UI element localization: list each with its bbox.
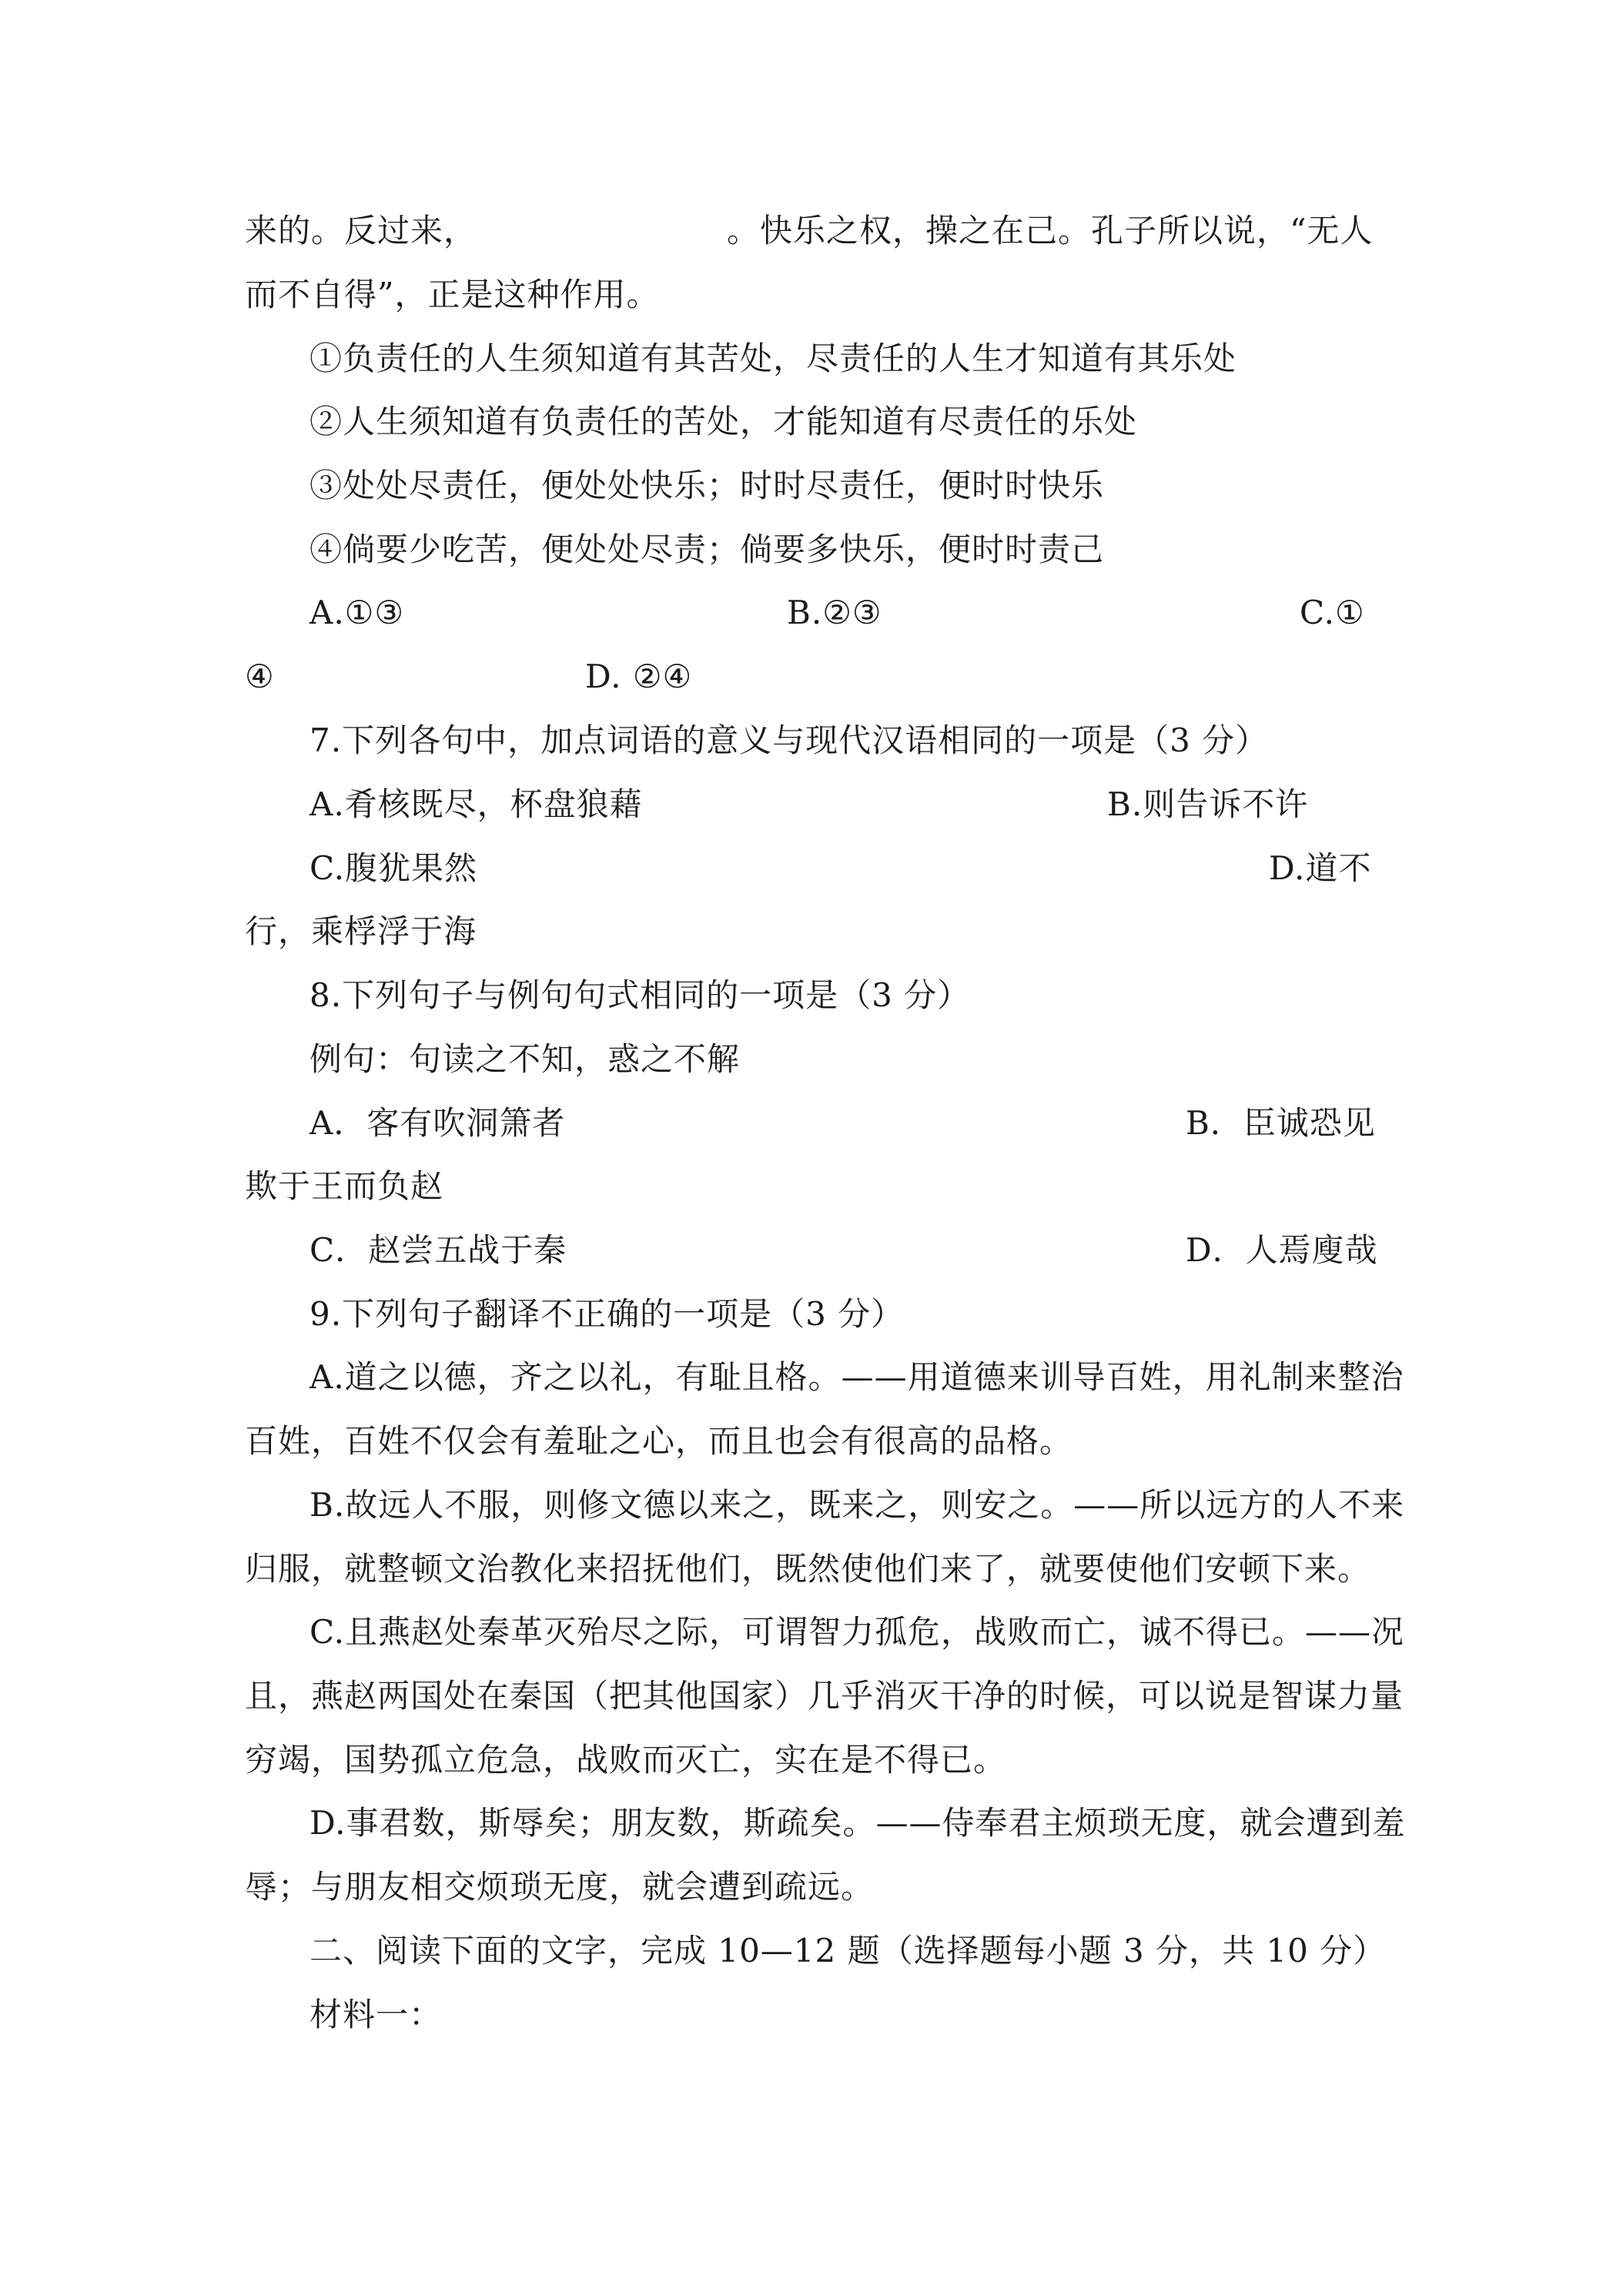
statement-1: ①负责任的人生须知道有其苦处，尽责任的人生才知道有其乐处 xyxy=(310,340,1237,377)
q6-option-b: B.②③ xyxy=(787,594,882,631)
q8-option-d: D．人焉廋哉 xyxy=(1186,1231,1378,1269)
q7-option-d-cont: 行，乘桴浮于海 xyxy=(245,912,477,950)
material-1-label: 材料一： xyxy=(310,1996,443,2033)
passage-line-2: 而不自得”，正是这种作用。 xyxy=(245,276,660,313)
q9-option-d-line1: D.事君数，斯辱矣；朋友数，斯疏矣。——侍奉君主烦琐无度，就会遭到羞 xyxy=(310,1804,1406,1842)
q9-option-a-line1: A.道之以德，齐之以礼，有耻且格。——用道德来训导百姓，用礼制来整治 xyxy=(310,1358,1404,1396)
q6-option-d: D. ②④ xyxy=(585,658,693,695)
q6-option-a: A.①③ xyxy=(310,594,404,631)
q9-stem: 9.下列句子翻译不正确的一项是（3 分） xyxy=(310,1295,905,1333)
q9-option-b-line1: B.故远人不服，则修文德以来之，既来之，则安之。——所以远方的人不来 xyxy=(310,1486,1405,1524)
statement-3: ③处处尽责任，便处处快乐；时时尽责任，便时时快乐 xyxy=(310,467,1105,504)
q7-option-c: C.腹犹果然 xyxy=(310,849,477,887)
q8-option-c: C．赵尝五战于秦 xyxy=(310,1231,567,1269)
q7-option-d: D.道不 xyxy=(1269,849,1372,887)
statement-4: ④倘要少吃苦，便处处尽责；倘要多快乐，便时时责己 xyxy=(310,530,1105,568)
q9-option-b-line2: 归服，就整顿文治教化来招抚他们，既然使他们来了，就要使他们安顿下来。 xyxy=(245,1550,1371,1588)
q9-option-a-line2: 百姓，百姓不仅会有羞耻之心，而且也会有很高的品格。 xyxy=(245,1422,1073,1460)
statement-2: ②人生须知道有负责任的苦处，才能知道有尽责任的乐处 xyxy=(310,403,1138,440)
q8-option-a: A．客有吹洞箫者 xyxy=(310,1104,566,1142)
q7-option-a: A.肴核既尽，杯盘狼藉 xyxy=(310,785,643,823)
passage-line-1a: 来的。反过来， xyxy=(245,212,477,249)
q9-option-c-line2: 且，燕赵两国处在秦国（把其他国家）几乎消灭干净的时候，可以说是智谋力量 xyxy=(245,1677,1404,1715)
q6-option-c: C.① xyxy=(1300,594,1365,631)
q7-stem: 7.下列各句中，加点词语的意义与现代汉语相同的一项是（3 分） xyxy=(310,721,1269,759)
q6-option-c-cont: ④ xyxy=(245,658,275,695)
q8-option-b-cont: 欺于王而负赵 xyxy=(245,1167,444,1205)
q8-option-b: B．臣诚恐见 xyxy=(1186,1104,1376,1142)
section-2-heading: 二、阅读下面的文字，完成 10—12 题（选择题每小题 3 分，共 10 分） xyxy=(310,1932,1387,1970)
passage-line-1b: 。快乐之权，操之在己。孔子所以说，“无人 xyxy=(727,212,1374,249)
q7-option-b: B.则告诉不许 xyxy=(1107,785,1309,823)
q9-option-d-line2: 辱；与朋友相交烦琐无度，就会遭到疏远。 xyxy=(245,1868,875,1906)
q8-example: 例句：句读之不知，惑之不解 xyxy=(310,1040,741,1078)
q9-option-c-line1: C.且燕赵处秦革灭殆尽之际，可谓智力孤危，战败而亡，诚不得已。——况 xyxy=(310,1613,1404,1651)
q9-option-c-line3: 穷竭，国势孤立危急，战败而灭亡，实在是不得已。 xyxy=(245,1741,1007,1779)
q8-stem: 8.下列句子与例句句式相同的一项是（3 分） xyxy=(310,976,971,1014)
